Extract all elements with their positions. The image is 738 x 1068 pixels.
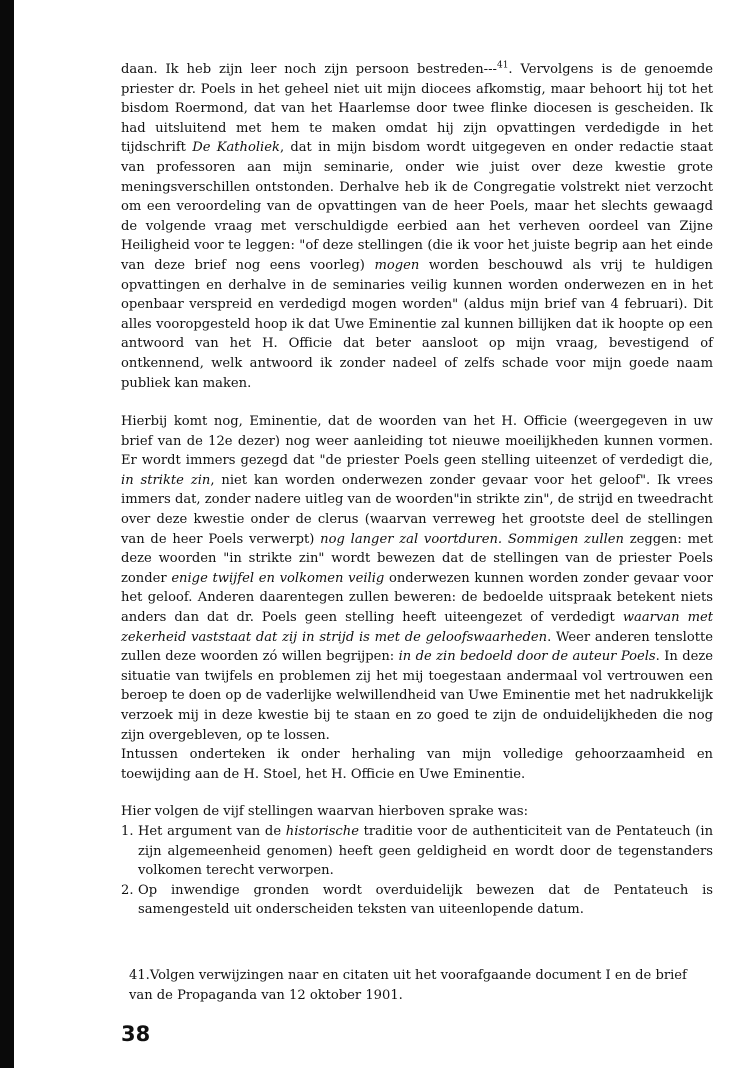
page-body — [121, 60, 713, 920]
paragraph-3: Intussen onderteken ik onder herhaling van mijn volledige gehoorzaamheid en toewijding aan de H. Stoel, het H. Officie en Uwe Eminentie. — [121, 747, 713, 782]
paragraph-2: Hierbij komt nog, Eminentie, dat de woorden van het H. Officie (weergegeven in uw brief van de 12e dezer) nog weer aanleiding tot nieuwe moeilijkheden kunnen vormen. Er wordt immers gezegd dat "de priester Poels geen stelling uiteenzet of verdedigt die, in strikte zin, niet kan worden onderwezen zonder gevaar voor het geloof". Ik vrees immers dat, zonder nadere uitleg van de woorden"in strikte zin", de strijd en tweedracht over deze kwestie onder de clerus (waarvan verreweg het grootste deel de stellingen van de heer Poels verwerpt) nog langer zal voortduren. Sommigen zullen zeggen: met deze woorden "in strikte zin" wordt bewezen dat de stellingen van de priester Poels zonder enige twijfel en volkomen veilig onderwezen kunnen worden zonder gevaar voor het geloof. Anderen daarentegen zullen beweren: de bedoelde uitspraak betekent niets anders dan dat dr. Poels geen stelling heeft uiteengezet of verdedigt waarvan met zekerheid vaststaat dat zij in strijd is met de geloofswaarheden. Weer anderen tenslotte zullen deze woorden zó willen begrijpen: in de zin bedoeld door de auteur Poels. In deze situatie van twijfels en problemen zij het mij toegestaan andermaal vol vertrouwen een beroep te doen op de vaderlijke welwillendheid van Uwe Eminentie met het nadrukkelijk verzoek mij in deze kwestie bij te staan en zo goed te zijn de onduidelijkheden die nog zijn overgebleven, op te lossen. — [121, 414, 713, 743]
footnote-text: Volgen verwijzingen naar en citaten uit het voorafgaande document I en de brief van de Propaganda van 12 oktober 1901. — [129, 968, 687, 1003]
theses-list — [121, 822, 713, 920]
page-number: 38 — [121, 1022, 151, 1046]
footnote-reference: 41 — [496, 60, 509, 71]
journal-title: De Katholiek — [192, 140, 280, 156]
binding-edge — [0, 0, 14, 1068]
list-item: 2. Op inwendige gronden wordt overduidelijk bewezen dat de Pentateuch is samengesteld uit onderscheiden teksten van uiteenlopende datum. — [121, 882, 713, 918]
footnote-number: 41. — [129, 968, 150, 983]
paragraph-4: Hier volgen de vijf stellingen waarvan hierboven sprake was: — [121, 804, 529, 820]
paragraph-1: daan. Ik heb zijn leer noch zijn persoon bestreden---$^{41}$. Vervolgens is de genoemde priester dr. Poels in het geheel niet uit mijn diocees afkomstig, maar behoort hij tot het bisdom Roermond, dat van het Haarlemse door twee flinke diocesen is gescheiden. Ik had uitsluitend met hem te maken omdat hij zijn opvattingen verdedigde in het tijdschrift De Katholiek, dat in mijn bisdom wordt uitgegeven en onder redactie staat van professoren aan mijn seminarie, onder wie juist over deze kwestie grote meningsverschillen ontstonden. Derhalve heb ik de Congregatie volstrekt niet verzocht om een veroordeling van de opvattingen van de heer Poels, maar het slechts gewaagd de volgende vraag met verschuldigde eerbied aan het verheven oordeel van Zijne Heiligheid voor te leggen: "of deze stellingen (die ik voor het juiste begrip aan het einde van deze brief nog eens voorleg) mogen worden beschouwd als vrij te huldigen opvattingen en derhalve in de seminaries veilig kunnen worden onderwezen en in het openbaar verspreid en verdedigd mogen worden" (aldus mijn brief van 4 februari). Dit alles vooropgesteld hoop ik dat Uwe Eminentie zal kunnen billijken dat ik hoopte op een antwoord van het H. Officie dat beter aansloot op mijn vraag, bevestigend of ontkennend, welk antwoord ik zonder nadeel of zelfs schade voor mijn goede naam publiek kan maken. — [121, 60, 713, 391]
footnote — [129, 966, 713, 1005]
list-item: 1. Het argument van de historische traditie voor de authenticiteit van de Pentateuch (in zijn algemeenheid genomen) heeft geen geldigheid en wordt door de tegenstanders volkomen terecht verworpen. — [121, 823, 713, 879]
